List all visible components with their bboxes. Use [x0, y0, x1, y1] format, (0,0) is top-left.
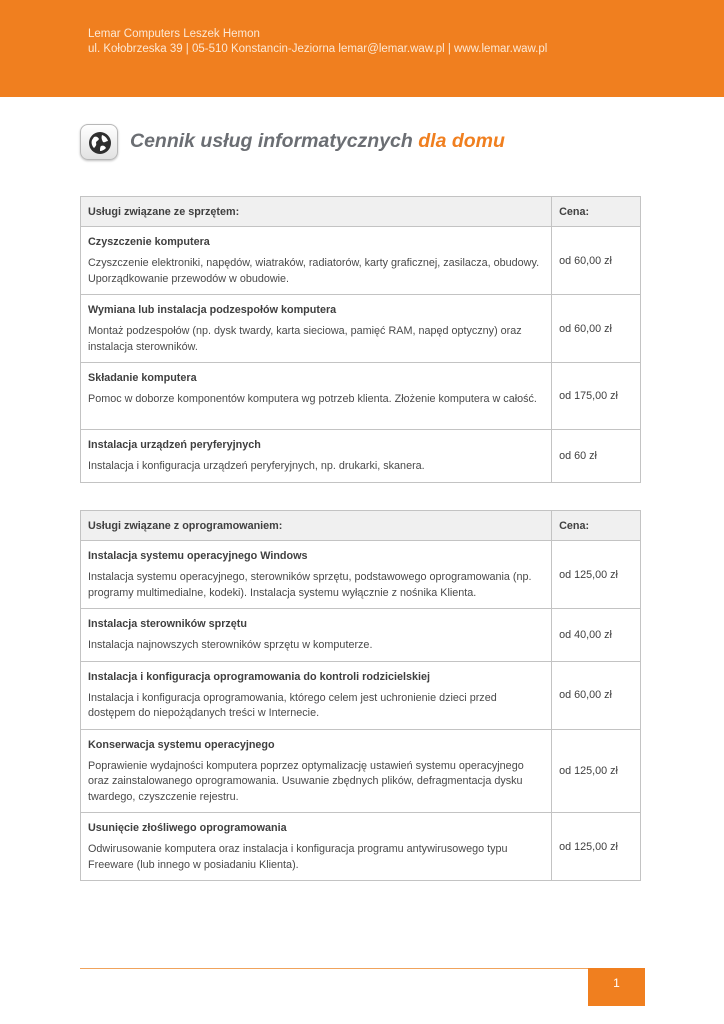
table-row: [81, 813, 641, 881]
header-band: [0, 0, 724, 97]
globe-icon: [80, 124, 118, 160]
service-description: Instalacja systemu operacyjnego, sterowników sprzętu, podstawowego oprogramowania (np. programy multimedialne, kodeki). Instalacja systemu wyłącznie z nośnika Klienta.: [88, 571, 532, 599]
table-header-price: Cena:: [552, 197, 641, 227]
service-price: od 60,00 zł: [552, 295, 641, 363]
service-description: Czyszczenie elektroniki, napędów, wiatraków, radiatorów, karty graficznej, zasilacza, obudowy. Uporządkowanie przewodów w obudowie.: [88, 257, 540, 285]
service-price: od 60 zł: [552, 430, 641, 483]
service-cell: [81, 609, 552, 662]
company-address: ul. Kołobrzeska 39 | 05-510 Konstancin-Jeziorna lemar@lemar.waw.pl | www.lemar.waw.pl: [88, 43, 548, 55]
service-description: Montaż podzespołów (np. dysk twardy, karta sieciowa, pamięć RAM, napęd optyczny) oraz instalacja sterowników.: [88, 325, 522, 353]
software-services-table: [80, 510, 641, 881]
service-price: od 125,00 zł: [552, 813, 641, 881]
service-price: od 60,00 zł: [552, 661, 641, 729]
service-price: od 40,00 zł: [552, 609, 641, 662]
table-row: [81, 661, 641, 729]
service-title: Konserwacja systemu operacyjnego: [88, 738, 275, 751]
service-cell: [81, 227, 552, 295]
table-header-services: Usługi związane z oprogramowaniem:: [81, 511, 552, 541]
service-price: od 175,00 zł: [552, 363, 641, 430]
service-description: Odwirusowanie komputera oraz instalacja i konfiguracja programu antywirusowego typu Freeware (lub innego w posiadaniu Klienta).: [88, 843, 508, 871]
table-row: [81, 541, 641, 609]
page-title-main: Cennik usług informatycznych: [130, 130, 413, 152]
page-number: 1: [588, 968, 645, 1006]
service-description: Instalacja najnowszych sterowników sprzętu w komputerze.: [88, 639, 373, 651]
table-row: [81, 729, 641, 813]
service-description: Instalacja i konfiguracja urządzeń peryferyjnych, np. drukarki, skanera.: [88, 460, 425, 472]
service-cell: [81, 813, 552, 881]
service-title: Instalacja i konfiguracja oprogramowania do kontroli rodzicielskiej: [88, 670, 430, 683]
service-cell: [81, 661, 552, 729]
service-cell: [81, 541, 552, 609]
service-cell: [81, 729, 552, 813]
table-row: [81, 430, 641, 483]
service-title: Wymiana lub instalacja podzespołów komputera: [88, 304, 337, 316]
service-cell: [81, 295, 552, 363]
table-header-row: [81, 197, 641, 227]
service-title: Instalacja urządzeń peryferyjnych: [88, 439, 261, 451]
service-price: od 60,00 zł: [552, 227, 641, 295]
page-title-accent: dla domu: [418, 130, 505, 152]
service-title: Instalacja systemu operacyjnego Windows: [88, 550, 308, 562]
table-row: [81, 295, 641, 363]
table-row: [81, 363, 641, 430]
company-name: Lemar Computers Leszek Hemon: [88, 28, 260, 40]
title-row: [80, 124, 680, 162]
service-title: Składanie komputera: [88, 372, 197, 384]
service-cell: [81, 430, 552, 483]
service-description: Instalacja i konfiguracja oprogramowania, którego celem jest uchronienie dzieci przed dostępem do niepożądanych treści w Internecie.: [88, 691, 497, 719]
hardware-services-table: [80, 196, 641, 483]
service-title: Instalacja sterowników sprzętu: [88, 618, 248, 630]
page-title: [130, 130, 505, 153]
service-price: od 125,00 zł: [552, 541, 641, 609]
service-price: od 125,00 zł: [552, 729, 641, 813]
service-title: Usunięcie złośliwego oprogramowania: [88, 822, 287, 834]
table-header-row: [81, 511, 641, 541]
service-description: Pomoc w doborze komponentów komputera wg potrzeb klienta. Złożenie komputera w całość.: [88, 393, 537, 405]
service-title: Czyszczenie komputera: [88, 236, 210, 248]
table-row: [81, 609, 641, 662]
footer-divider: [80, 968, 645, 969]
service-description: Poprawienie wydajności komputera poprzez optymalizację ustawień systemu operacyjnego oraz zainstalowanego oprogramowania. Usuwanie zbędnych plików, defragmentacja dysku twardego, czyszczenie rejestru.: [88, 759, 524, 803]
table-row: [81, 227, 641, 295]
service-cell: [81, 363, 552, 430]
table-header-services: Usługi związane ze sprzętem:: [81, 197, 552, 227]
table-header-price: Cena:: [552, 511, 641, 541]
